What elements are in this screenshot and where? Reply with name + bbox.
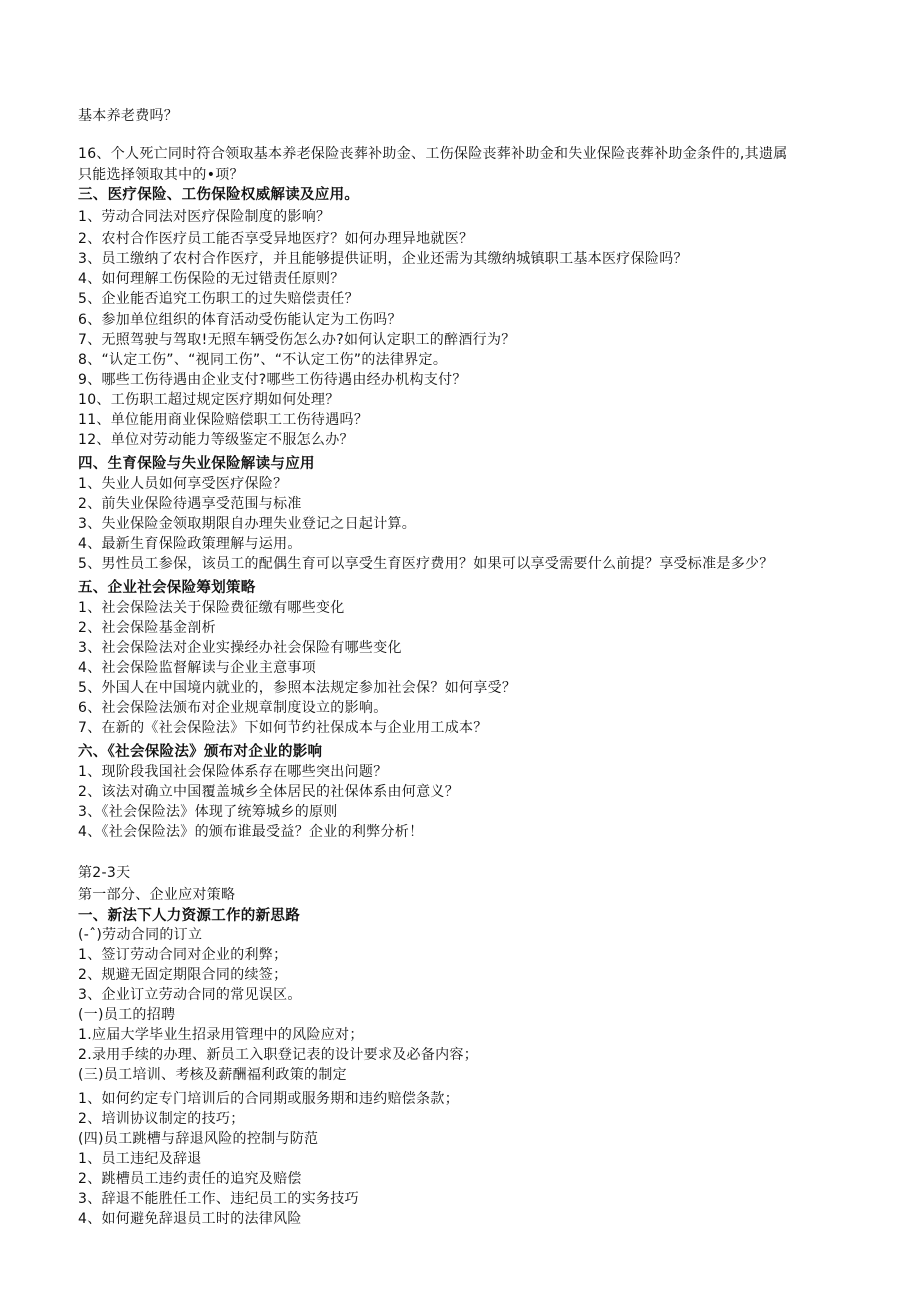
text-line: 2、前失业保险待遇享受范围与标准 [78,496,302,512]
text-line: 7、无照驾驶与驾取!无照车辆受伤怎么办?如何认定职工的醉酒行为？ [78,332,516,348]
text-line: 6、参加单位组织的体育活动受伤能认定为工伤吗？ [78,312,402,328]
text-line: 4、最新生育保险政策理解与运用。 [78,536,302,552]
text-line: 5、男性员工参保，该员工的配偶生育可以享受生育医疗费用？如果可以享受需要什么前提？享受标准是多少？ [78,556,774,572]
section-heading: 一、新法下人力资源工作的新思路 [78,908,300,924]
text-line: 4、如何避免辞退员工时的法律风险 [78,1211,302,1227]
text-line: 16、个人死亡同时符合领取基本养老保险丧葬补助金、工伤保险丧葬补助金和失业保险丧葬补助金条件的,其遗属 [78,146,788,162]
text-line: 1、现阶段我国社会保险体系存在哪些突出问题？ [78,764,388,780]
text-line: 2、农村合作医疗员工能否享受异地医疗？如何办理异地就医？ [78,231,474,247]
text-line: 2、该法对确立中国覆盖城乡全体居民的社保体系由何意义？ [78,784,460,800]
subsection-heading: (三)员工培训、考核及薪酬福利政策的制定 [78,1067,347,1083]
text-line: 4、社会保险监督解读与企业主意事项 [78,660,317,676]
text-line: 3、员工缴纳了农村合作医疗，并且能够提供证明，企业还需为其缴纳城镇职工基本医疗保险吗？ [78,251,688,267]
text-line: 3、失业保险金领取期限自办理失业登记之日起计算。 [78,516,417,532]
text-line: 2、培训协议制定的技巧； [78,1111,245,1127]
text-line: 6、社会保险法颁布对企业规章制度设立的影响。 [78,700,388,716]
text-line: 2、社会保险基金剖析 [78,620,216,636]
text-line: 5、企业能否追究工伤职工的过失赔偿责任？ [78,291,359,307]
text-line: 1、如何约定专门培训后的合同期或服务期和违约赔偿条款； [78,1091,460,1107]
text-line: 8、“认定工伤”、“视同工伤”、“不认定工伤”的法律界定。 [78,352,448,368]
text-line: 1.应届大学毕业生招录用管理中的风险应对； [78,1027,364,1043]
subsection-heading: (一)员工的招聘 [78,1007,176,1023]
text-line: 3、企业订立劳动合同的常见误区。 [78,987,302,1003]
section-heading: 六、《社会保险法》颁布对企业的影响 [78,744,323,760]
text-line: 只能选择领取其中的•项？ [78,167,244,183]
text-line: 9、哪些工伤待遇由企业支付?哪些工伤待遇由经办机构支付？ [78,372,467,388]
text-line: 2.录用手续的办理、新员工入职登记表的设计要求及必备内容； [78,1047,479,1063]
text-line: 10、工伤职工超过规定医疗期如何处理？ [78,392,340,408]
text-line: 3、社会保险法对企业实操经办社会保险有哪些变化 [78,640,402,656]
text-line: 3、《社会保险法》体现了统筹城乡的原则 [78,804,338,820]
text-line: 1、失业人员如何享受医疗保险？ [78,476,288,492]
subsection-heading: (-ˆ)劳动合同的订立 [78,927,203,943]
text-line: 1、劳动合同法对医疗保险制度的影响？ [78,209,331,225]
text-line: 1、社会保险法关于保险费征缴有哪些变化 [78,600,345,616]
section-heading: 四、生育保险与失业保险解读与应用 [78,456,315,472]
section-heading: 三、医疗保险、工伤保险权威解读及应用。 [78,187,360,203]
text-line: 5、外国人在中国境内就业的，参照本法规定参加社会保？如何享受？ [78,680,517,696]
text-line: 3、辞退不能胜任工作、违纪员工的实务技巧 [78,1191,359,1207]
subsection-heading: (四)员工跳槽与辞退风险的控制与防范 [78,1131,319,1147]
text-line: 11、单位能用商业保险赔偿职工工伤待遇吗？ [78,412,369,428]
text-line: 12、单位对劳动能力等级鉴定不服怎么办？ [78,432,354,448]
text-line: 4、《社会保险法》的颁布谁最受益？企业的利弊分析！ [78,824,424,840]
text-line: 1、员工违纪及辞退 [78,1151,202,1167]
text-line: 4、如何理解工伤保险的无过错责任原则？ [78,271,345,287]
day-heading: 第2-3天 [78,865,131,881]
text-line: 2、规避无固定期限合同的续签； [78,967,288,983]
text-line: 2、跳槽员工违约责任的追究及赔偿 [78,1171,302,1187]
section-heading: 五、企业社会保险筹划策略 [78,580,256,596]
text-line: 7、在新的《社会保险法》下如何节约社保成本与企业用工成本？ [78,720,488,736]
text-line: 基本养老费吗？ [78,108,179,124]
text-line: 1、签订劳动合同对企业的利弊； [78,947,288,963]
part-heading: 第一部分、企业应对策略 [78,887,236,903]
